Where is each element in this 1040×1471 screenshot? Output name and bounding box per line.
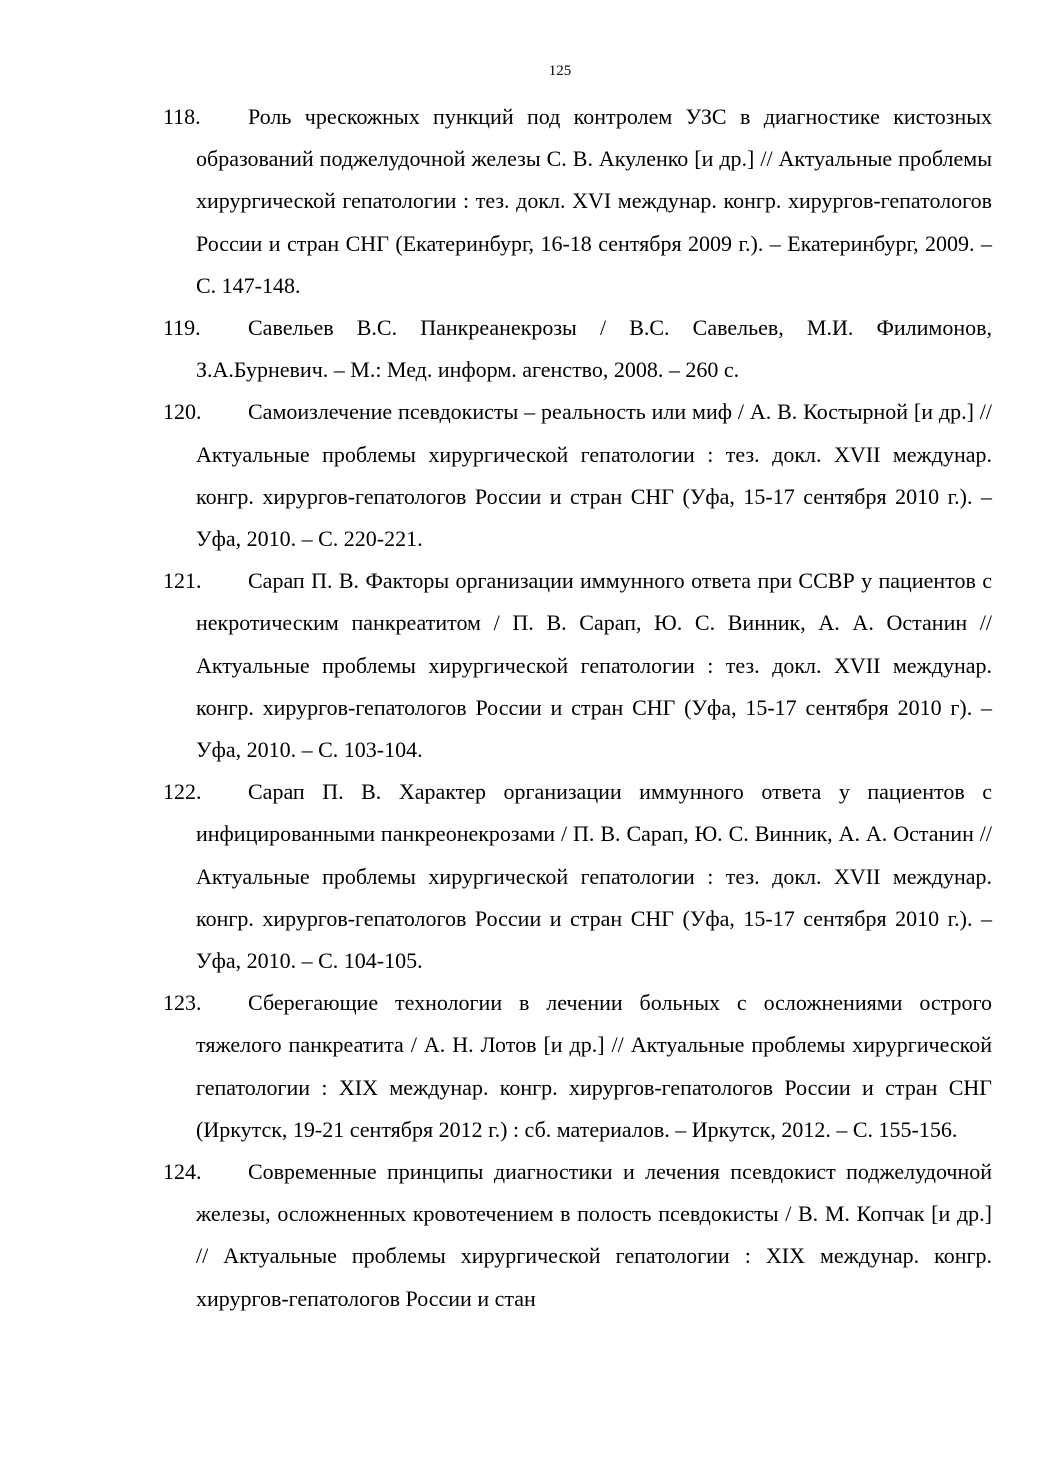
reference-number: 122. bbox=[163, 779, 202, 805]
reference-item bbox=[163, 771, 992, 982]
reference-item bbox=[163, 982, 992, 1151]
reference-number: 123. bbox=[163, 990, 202, 1016]
reference-item bbox=[163, 560, 992, 771]
reference-item bbox=[163, 391, 992, 560]
reference-item bbox=[163, 1151, 992, 1320]
reference-text: Сберегающие технологии в лечении больных с осложнениями острого тяжелого панкреатита / А. Н. Лотов [и др.] // Актуальные проблемы хирургической гепатологии : XIX междунар. конгр. хирургов-гепатологов России и стран СНГ (Иркутск, 19-21 сентября 2012 г.) : сб. материалов. – Иркутск, 2012. – С. 155-156. bbox=[196, 990, 992, 1142]
reference-number: 120. bbox=[163, 399, 202, 425]
reference-text: Современные принципы диагностики и лечения псевдокист поджелудочной железы, осложненных кровотечением в полость псевдокисты / В. М. Копчак [и др.] // Актуальные проблемы хирургической гепатологии : XIX междунар. конгр. хирургов-гепатологов России и стан bbox=[196, 1159, 992, 1311]
reference-text: Роль чрескожных пункций под контролем УЗС в диагностике кистозных образований поджелудочной железы С. В. Акуленко [и др.] // Актуальные проблемы хирургической гепатологии : тез. докл. XVI междунар. конгр. хирургов-гепатологов России и стран СНГ (Екатеринбург, 16-18 сентября 2009 г.). – Екатеринбург, 2009. – С. 147-148. bbox=[196, 104, 992, 298]
reference-number: 118. bbox=[163, 104, 201, 129]
reference-text: Сарап П. В. Факторы организации иммунного ответа при ССВР у пациентов с некротическим панкреатитом / П. В. Сарап, Ю. С. Винник, А. А. Останин // Актуальные проблемы хирургической гепатологии : тез. докл. XVII междунар. конгр. хирургов-гепатологов России и стран СНГ (Уфа, 15-17 сентября 2010 г). – Уфа, 2010. – С. 103-104. bbox=[196, 568, 992, 763]
reference-item bbox=[163, 96, 992, 307]
reference-number: 121. bbox=[163, 568, 202, 594]
reference-text: Сарап П. В. Характер организации иммунного ответа у пациентов с инфицированными панкреонекрозами / П. В. Сарап, Ю. С. Винник, А. А. Останин // Актуальные проблемы хирургической гепатологии : тез. докл. XVII междунар. конгр. хирургов-гепатологов России и стран СНГ (Уфа, 15-17 сентября 2010 г.). – Уфа, 2010. – С. 104-105. bbox=[196, 779, 992, 974]
reference-list bbox=[163, 96, 992, 1320]
reference-text: Самоизлечение псевдокисты – реальность или миф / А. В. Костырной [и др.] // Актуальные проблемы хирургической гепатологии : тез. докл. XVII междунар. конгр. хирургов-гепатологов России и стран СНГ (Уфа, 15-17 сентября 2010 г.). – Уфа, 2010. – С. 220-221. bbox=[196, 399, 992, 552]
reference-item bbox=[163, 307, 992, 391]
reference-text: Савельев В.С. Панкреанекрозы / В.С. Савельев, М.И. Филимонов, З.А.Бурневич. – М.: Мед. информ. агенство, 2008. – 260 с. bbox=[196, 315, 992, 383]
page-number: 125 bbox=[548, 63, 572, 79]
reference-number: 119. bbox=[163, 315, 201, 341]
reference-number: 124. bbox=[163, 1159, 202, 1185]
